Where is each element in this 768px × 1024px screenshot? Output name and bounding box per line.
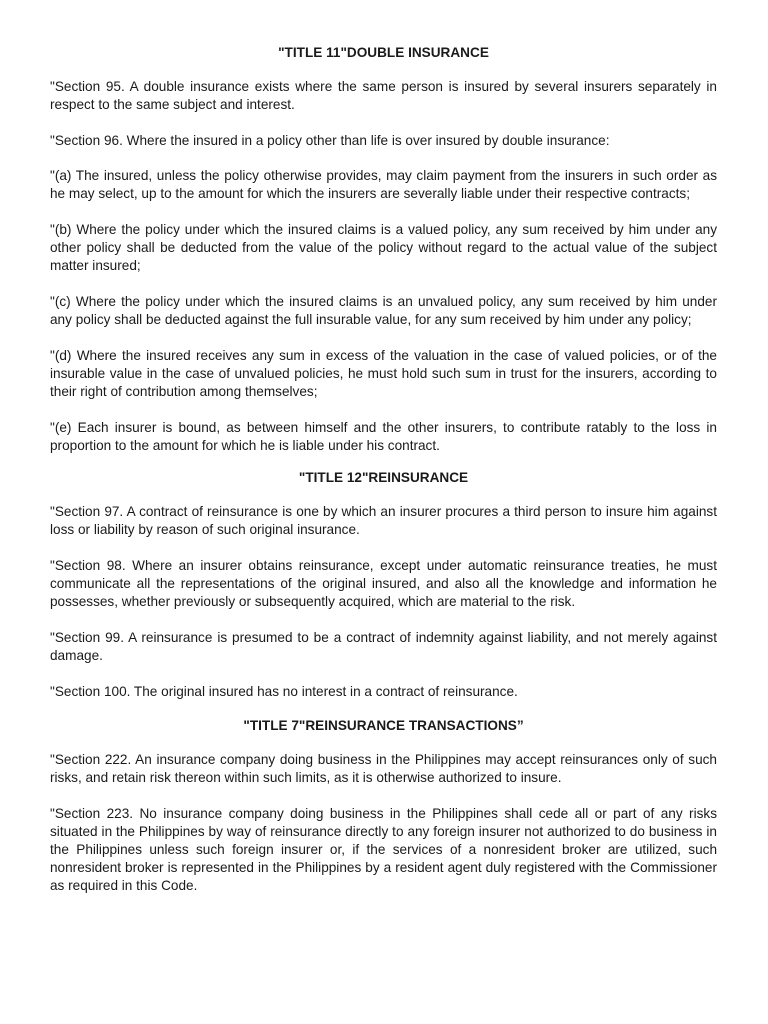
clause-b-paragraph: "(b) Where the policy under which the insured claims is a valued policy, any sum received by him under any other policy shall be deducted from the value of the policy without regard to the actual value of the subject matter insured; — [50, 222, 717, 273]
title-12-heading: "TITLE 12"REINSURANCE — [298, 470, 469, 485]
section-96-paragraph: "Section 96. Where the insured in a policy other than life is over insured by double insurance: — [50, 133, 610, 148]
section-100-paragraph: "Section 100. The original insured has no interest in a contract of reinsurance. — [50, 684, 518, 699]
section-97-paragraph: "Section 97. A contract of reinsurance is one by which an insurer procures a third person to insure him against loss or liability by reason of such original insurance. — [50, 504, 717, 537]
title-11-heading: "TITLE 11"DOUBLE INSURANCE — [278, 45, 489, 60]
document-page — [50, 44, 717, 913]
section-223-paragraph: "Section 223. No insurance company doing business in the Philippines shall cede all or part of any risks situated in the Philippines by way of reinsurance directly to any foreign insurer not authorized to do business in the Philippines unless such foreign insurer or, if the services of a nonresident broker are utilized, such nonresident broker is represented in the Philippines by a resident agent duly registered with the Commissioner as required in this Code. — [50, 806, 717, 893]
section-98-paragraph: "Section 98. Where an insurer obtains reinsurance, except under automatic reinsurance treaties, he must communicate all the representations of the original insured, and also all the knowledge and information he possesses, whether previously or subsequently acquired, which are material to the risk. — [50, 558, 717, 609]
title-7-heading: "TITLE 7"REINSURANCE TRANSACTIONS” — [243, 718, 524, 733]
clause-c-paragraph: "(c) Where the policy under which the insured claims is an unvalued policy, any sum received by him under any policy shall be deducted against the full insurable value, for any sum received by him under any policy; — [50, 294, 717, 327]
clause-a-paragraph: "(a) The insured, unless the policy otherwise provides, may claim payment from the insurers in such order as he may select, up to the amount for which the insurers are severally liable under their respective contracts; — [50, 168, 717, 201]
section-99-paragraph: "Section 99. A reinsurance is presumed to be a contract of indemnity against liability, and not merely against damage. — [50, 630, 717, 663]
clause-e-paragraph: "(e) Each insurer is bound, as between himself and the other insurers, to contribute ratably to the loss in proportion to the amount for which he is liable under his contract. — [50, 420, 717, 453]
clause-d-paragraph: "(d) Where the insured receives any sum in excess of the valuation in the case of valued policies, or of the insurable value in the case of unvalued policies, he must hold such sum in trust for the insurers, according to their right of contribution among themselves; — [50, 348, 717, 399]
section-95-paragraph: "Section 95. A double insurance exists where the same person is insured by several insurers separately in respect to the same subject and interest. — [50, 79, 717, 112]
section-222-paragraph: "Section 222. An insurance company doing business in the Philippines may accept reinsurances only of such risks, and retain risk thereon within such limits, as it is otherwise authorized to insure. — [50, 752, 717, 785]
